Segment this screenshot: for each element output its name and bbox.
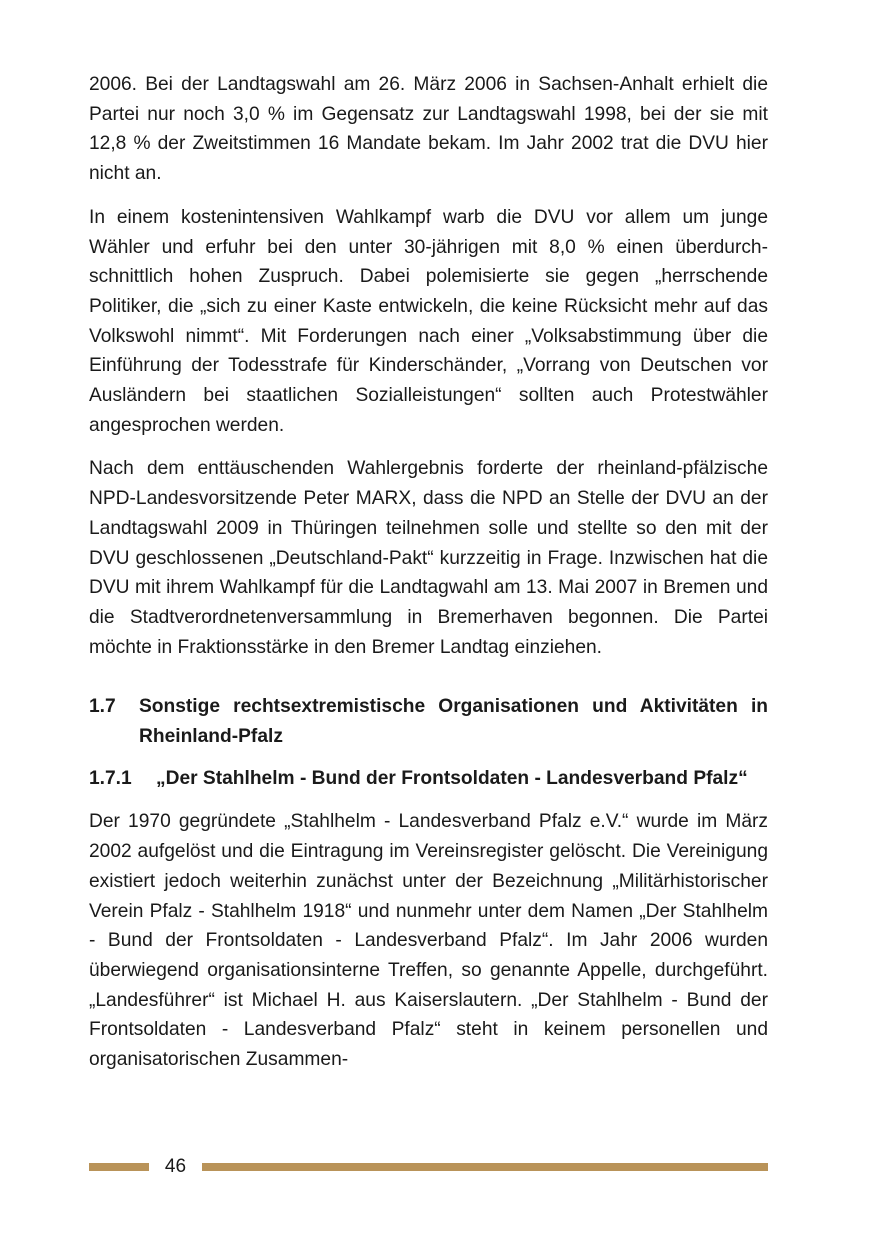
section-heading-1-7 [89, 692, 768, 751]
subsection-title: „Der Stahlhelm - Bund der Frontsoldaten - Landesverband Pfalz“ [156, 767, 748, 789]
paragraph-landtagswahl-sachsen-anhalt: 2006. Bei der Landtagswahl am 26. März 2006 in Sachsen-Anhalt erhielt die Partei nur noch 3,0 % im Gegensatz zur Landtagswahl 1998, bei der sie mit 12,8 % der Zweitstimmen 16 Mandate bekam. Im Jahr 2002 trat die DVU hier nicht an. [89, 74, 768, 185]
footer-bar-left [89, 1163, 149, 1171]
subsection-heading-1-7-1 [89, 764, 768, 794]
page-number: 46 [164, 1156, 187, 1177]
section-title: Sonstige rechtsextremistische Organisationen und Aktivitäten in Rheinland-Pfalz [139, 696, 768, 748]
paragraph-dvu-wahlkampf: In einem kostenintensiven Wahlkampf warb die DVU vor allem um junge Wähler und erfuhr bei den unter 30-jährigen mit 8,0 % einen überdurchschnittlich hohen Zuspruch. Dabei polemisierte sie gegen „herrschende Politiker, die „sich zu einer Kaste entwickeln, die keine Rücksicht mehr auf das Volkswohl nimmt“. Mit Forderungen nach einer „Volksabstimmung über die Einführung der Todesstrafe für Kinderschänder, „Vorrang von Deutschen vor Ausländern bei staatlichen Sozialleistungen“ sollten auch Protestwähler angesprochen werden. [89, 206, 768, 436]
paragraph-npd-deutschland-pakt: Nach dem enttäuschenden Wahlergebnis forderte der rheinland-pfälzische NPD-Landesvorsitzende Peter MARX, dass die NPD an Stelle der DVU an der Landtagswahl 2009 in Thüringen teilnehmen solle und stellte so den mit der DVU geschlossenen „Deutschland-Pakt“ kurzzeitig in Frage. Inzwischen hat die DVU mit ihrem Wahlkampf für die Landtagwahl am 13. Mai 2007 in Bremen und die Stadtverordnetenversammlung in Bremerhaven begonnen. Die Partei möchte in Fraktionsstärke in den Bremer Landtag einziehen. [89, 458, 768, 658]
footer-bar-right [202, 1163, 768, 1171]
page-content [89, 70, 768, 1089]
page-footer [89, 1154, 768, 1180]
paragraph-stahlhelm: Der 1970 gegründete „Stahlhelm - Landesverband Pfalz e.V.“ wurde im März 2002 aufgelöst und die Eintragung im Vereinsregister gelöscht. Die Vereinigung existiert jedoch weiterhin zunächst unter der Bezeichnung „Militärhistorischer Verein Pfalz - Stahlhelm 1918“ und nunmehr unter dem Namen „Der Stahlhelm - Bund der Frontsoldaten - Landesverband Pfalz“. Im Jahr 2006 wurden überwiegend organisationsinterne Treffen, so genannte Appelle, durchgeführt. „Landesführer“ ist Michael H. aus Kaiserslautern. „Der Stahlhelm - Bund der Frontsoldaten - Landesverband Pfalz“ steht in keinem personellen und organisatorischen Zusammen- [89, 811, 768, 1071]
subsection-number: 1.7.1 [89, 767, 132, 789]
section-number: 1.7 [89, 696, 116, 718]
